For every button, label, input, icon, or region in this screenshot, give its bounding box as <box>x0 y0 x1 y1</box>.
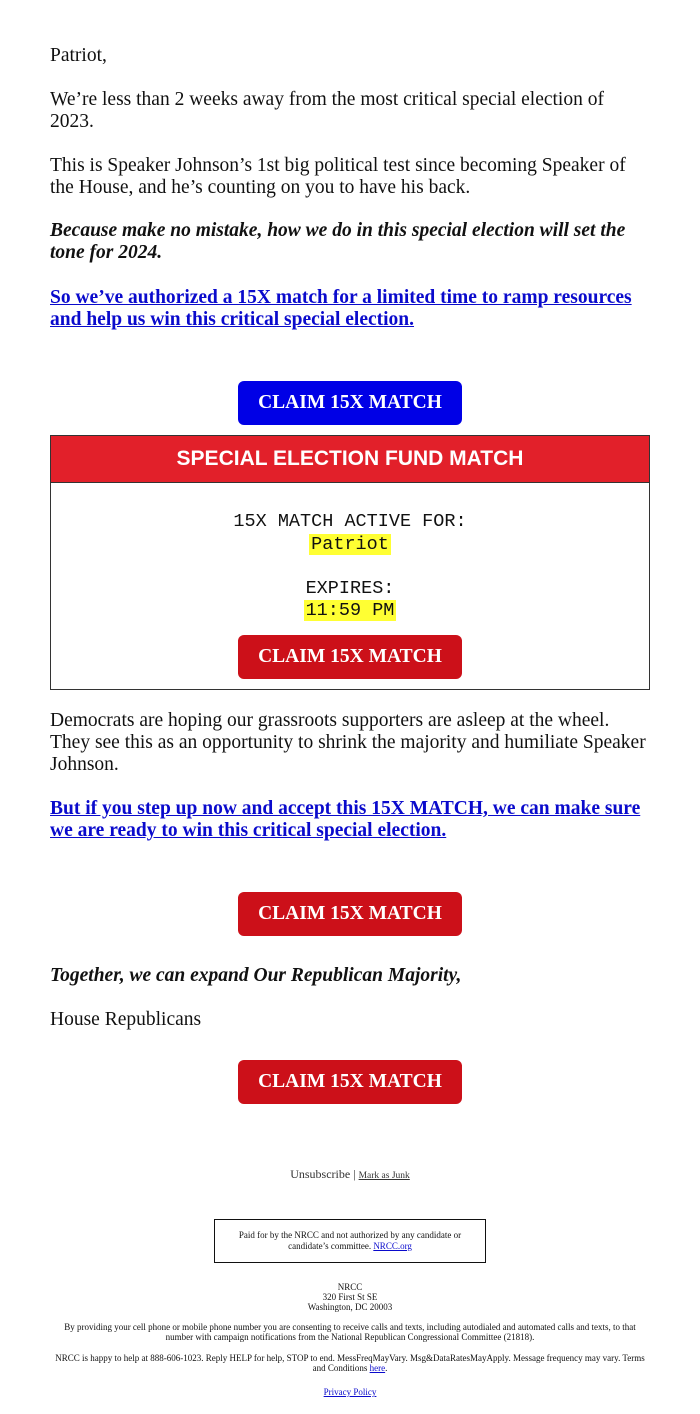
help-text: NRCC is happy to help at 888-606-1023. Reply HELP for help, STOP to end. MessFreqMayVary. Msg&DataRatesMayApply. Message frequency may vary. Terms and Conditions <box>55 1353 645 1373</box>
consent-text: By providing your cell phone or mobile phone number you are consenting to receive calls and texts, including autodialed and automated calls and texts, to that number with campaign notifications from the National Republican Congressional Committee (21818). <box>64 1322 636 1342</box>
expires-value: 11:59 PM <box>305 600 395 621</box>
paragraph-6 <box>50 798 650 842</box>
nrcc-org-link[interactable]: NRCC.org <box>373 1241 412 1251</box>
fund-match-box <box>50 435 650 690</box>
unsubscribe-link[interactable]: Unsubscribe <box>290 1167 351 1181</box>
paragraph-2: This is Speaker Johnson’s 1st big political test since becoming Speaker of the House, and he’s counting on you to have his back. <box>50 155 626 198</box>
match-link-2[interactable]: But if you step up now and accept this 15X MATCH, we can make sure we are ready to win this critical special election. <box>50 798 641 841</box>
terms-link[interactable]: here <box>369 1363 386 1373</box>
paragraph-4 <box>50 287 650 331</box>
address-street: 320 First St SE <box>322 1292 378 1302</box>
address-block <box>50 1282 650 1312</box>
match-active-value-row <box>51 534 649 556</box>
closing: Together, we can expand Our Republican Majority, <box>50 965 462 986</box>
claim-match-button-2[interactable]: CLAIM 15X MATCH <box>238 635 462 679</box>
address-name: NRCC <box>337 1282 363 1292</box>
match-active-value: Patriot <box>311 534 389 555</box>
paragraph-5: Democrats are hoping our grassroots supporters are asleep at the wheel. They see this as an opportunity to shrink the majority and humiliate Speaker Johnson. <box>50 710 646 775</box>
paragraph-3-emphasis: Because make no mistake, how we do in this special election will set the tone for 2024. <box>50 220 626 263</box>
privacy-row <box>50 1387 650 1397</box>
claim-match-button-4[interactable]: CLAIM 15X MATCH <box>238 1060 462 1104</box>
match-link-1[interactable]: So we’ve authorized a 15X match for a limited time to ramp resources and help us win this critical special election. <box>50 287 632 330</box>
address-city: Washington, DC 20003 <box>307 1302 393 1312</box>
expires-value-row <box>51 600 649 622</box>
separator: | <box>353 1167 356 1181</box>
expires-label: EXPIRES: <box>305 578 395 599</box>
mark-junk-link[interactable]: Mark as Junk <box>358 1171 410 1181</box>
paid-for-text-wrap <box>215 1230 485 1252</box>
unsubscribe-row <box>50 1167 650 1182</box>
claim-match-button-1[interactable]: CLAIM 15X MATCH <box>238 381 462 425</box>
signature: House Republicans <box>50 1009 202 1030</box>
help-text-row <box>50 1353 650 1373</box>
paid-for-box <box>214 1219 486 1263</box>
paid-for-text: Paid for by the NRCC and not authorized by any candidate or candidate’s committee. <box>238 1230 462 1251</box>
greeting: Patriot, <box>50 45 107 66</box>
match-active-label: 15X MATCH ACTIVE FOR: <box>233 511 467 532</box>
paragraph-1: We’re less than 2 weeks away from the most critical special election of 2023. <box>50 89 604 132</box>
privacy-policy-link[interactable]: Privacy Policy <box>323 1387 377 1397</box>
fund-match-header: SPECIAL ELECTION FUND MATCH <box>51 436 649 483</box>
help-text-end: . <box>385 1363 388 1373</box>
claim-match-button-3[interactable]: CLAIM 15X MATCH <box>238 892 462 936</box>
